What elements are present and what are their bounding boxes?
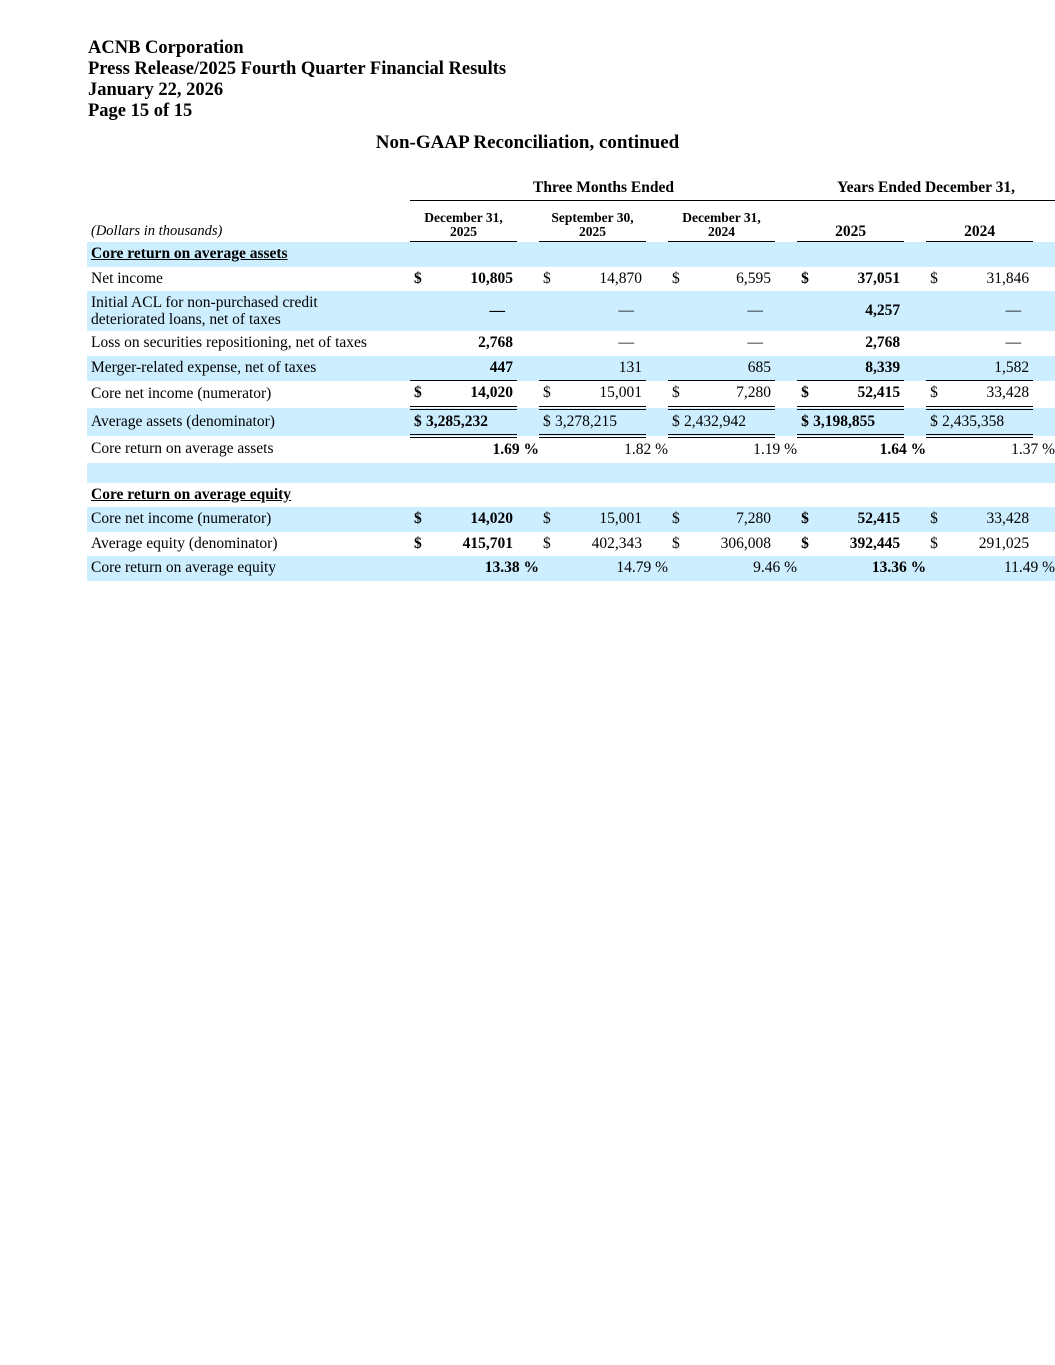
cell-value: —	[747, 334, 763, 352]
cell-value: 15,001	[555, 507, 646, 532]
company-name: ACNB Corporation	[88, 38, 244, 58]
cell-value: 33,428	[942, 381, 1033, 408]
section-title: Core return on average assets	[87, 242, 410, 267]
dollar-sign: $	[926, 507, 942, 532]
cell-value: 1.19 %	[753, 441, 798, 459]
dollar-sign: $	[672, 269, 680, 287]
dollar-sign: $	[801, 269, 809, 287]
cell-value: —	[618, 334, 634, 352]
dollar-sign: $	[930, 269, 938, 287]
row-label: Core return on average equity	[87, 556, 410, 581]
cell-value: 3,278,215	[555, 408, 646, 437]
cell-value: 8,339	[813, 356, 904, 381]
cell-value: 31,846	[986, 269, 1030, 287]
document-header	[88, 38, 506, 122]
cell-value: 14,020	[426, 507, 517, 532]
dollar-sign: $	[672, 534, 680, 552]
section-row	[87, 483, 1055, 508]
col-year-2025: 2025	[797, 201, 904, 242]
cell-value: —	[684, 291, 775, 331]
cell-value: 2,768	[478, 334, 513, 352]
cell-value: 131	[555, 356, 646, 381]
cell-value: —	[555, 291, 646, 331]
page-title: Non-GAAP Reconciliation, continued	[375, 132, 680, 153]
cell-value: 37,051	[857, 269, 901, 287]
dollar-sign: $	[797, 381, 813, 408]
row-label: Core net income (numerator)	[91, 385, 272, 402]
cell-value: 1,582	[942, 356, 1033, 381]
dollar-sign: $	[410, 408, 426, 437]
dollar-sign: $	[668, 381, 684, 408]
table-row	[87, 408, 1055, 437]
three-months-header: Three Months Ended	[410, 176, 797, 201]
row-label: Loss on securities repositioning, net of taxes	[91, 334, 367, 352]
cell-value: 4,257	[813, 291, 904, 331]
row-label: Initial ACL for non-purchased credit deteriorated loans, net of taxes	[87, 291, 410, 331]
reconciliation-table	[87, 176, 1055, 581]
table-row	[87, 331, 1055, 356]
release-date: January 22, 2026	[88, 80, 224, 100]
cell-value: —	[1005, 334, 1022, 352]
cell-value: 14,870	[599, 269, 642, 287]
dollar-sign: $	[539, 507, 555, 532]
cell-value: —	[942, 291, 1033, 331]
row-label: Average equity (denominator)	[91, 534, 278, 552]
col-sep-2025: September 30, 2025	[539, 201, 646, 242]
col-dec-2025: December 31, 2025	[410, 201, 517, 242]
cell-value: 402,343	[591, 534, 642, 552]
section-title: Core return on average equity	[91, 485, 292, 503]
dollar-sign: $	[668, 507, 684, 532]
cell-value: 1.69 %	[492, 441, 539, 459]
section-row	[87, 242, 1055, 267]
cell-value: 10,805	[470, 269, 513, 287]
dollar-sign: $	[414, 269, 422, 287]
table-row	[87, 436, 1055, 463]
spacer-row	[87, 463, 1055, 483]
table-row	[87, 532, 1055, 557]
dollar-sign: $	[926, 381, 942, 408]
units-label: (Dollars in thousands)	[91, 222, 223, 239]
cell-value: 3,285,232	[426, 408, 517, 437]
group-header-row	[87, 176, 1055, 201]
row-label: Merger-related expense, net of taxes	[87, 356, 410, 381]
cell-value: 14.79 %	[555, 556, 668, 581]
dollar-sign: $	[543, 534, 551, 552]
table-row	[87, 381, 1055, 408]
cell-value: 3,198,855	[813, 408, 904, 437]
cell-value: 415,701	[462, 534, 513, 552]
cell-value: 392,445	[849, 534, 901, 552]
cell-value: 306,008	[720, 534, 771, 552]
years-ended-header: Years Ended December 31,	[797, 176, 1055, 201]
col-dec-2024: December 31, 2024	[668, 201, 775, 242]
dollar-sign: $	[539, 381, 555, 408]
col-year-2024: 2024	[926, 201, 1033, 242]
row-label: Net income	[91, 269, 163, 287]
table-row	[87, 356, 1055, 381]
row-label: Average assets (denominator)	[87, 408, 410, 437]
dollar-sign: $	[930, 534, 938, 552]
dollar-sign: $	[410, 381, 426, 408]
cell-value: 11.49 %	[942, 556, 1055, 581]
cell-value: 52,415	[813, 381, 904, 408]
dollar-sign: $	[926, 408, 942, 437]
cell-value: 291,025	[978, 534, 1030, 552]
release-title: Press Release/2025 Fourth Quarter Financial Results	[88, 59, 507, 79]
cell-value: 1.82 %	[624, 441, 668, 459]
cell-value: 15,001	[555, 381, 646, 408]
row-label: Core net income (numerator)	[87, 507, 410, 532]
cell-value: 9.46 %	[684, 556, 797, 581]
page-number: Page 15 of 15	[88, 101, 193, 121]
column-header-row	[87, 201, 1055, 242]
dollar-sign: $	[539, 408, 555, 437]
cell-value: 1.64 %	[879, 441, 927, 459]
cell-value: 7,280	[684, 507, 775, 532]
cell-value: 2,768	[865, 334, 901, 352]
dollar-sign: $	[797, 408, 813, 437]
cell-value: 2,432,942	[684, 408, 775, 437]
cell-value: 13.38 %	[426, 556, 539, 581]
cell-value: 14,020	[426, 381, 517, 408]
table-row	[87, 291, 1055, 331]
dollar-sign: $	[797, 507, 813, 532]
dollar-sign: $	[543, 269, 551, 287]
dollar-sign: $	[668, 408, 684, 437]
table-row	[87, 507, 1055, 532]
cell-value: 7,280	[684, 381, 775, 408]
cell-value: 447	[426, 356, 517, 381]
cell-value: 6,595	[736, 269, 771, 287]
cell-value: 1.37 %	[1011, 441, 1055, 459]
cell-value: —	[426, 291, 517, 331]
cell-value: 685	[684, 356, 775, 381]
cell-value: 2,435,358	[942, 408, 1033, 437]
cell-value: 33,428	[942, 507, 1033, 532]
row-label: Core return on average assets	[91, 440, 274, 458]
dollar-sign: $	[801, 534, 809, 552]
dollar-sign: $	[414, 534, 422, 552]
cell-value: 13.36 %	[813, 556, 926, 581]
cell-value: 52,415	[813, 507, 904, 532]
dollar-sign: $	[410, 507, 426, 532]
table-row	[87, 267, 1055, 292]
table-row	[87, 556, 1055, 581]
